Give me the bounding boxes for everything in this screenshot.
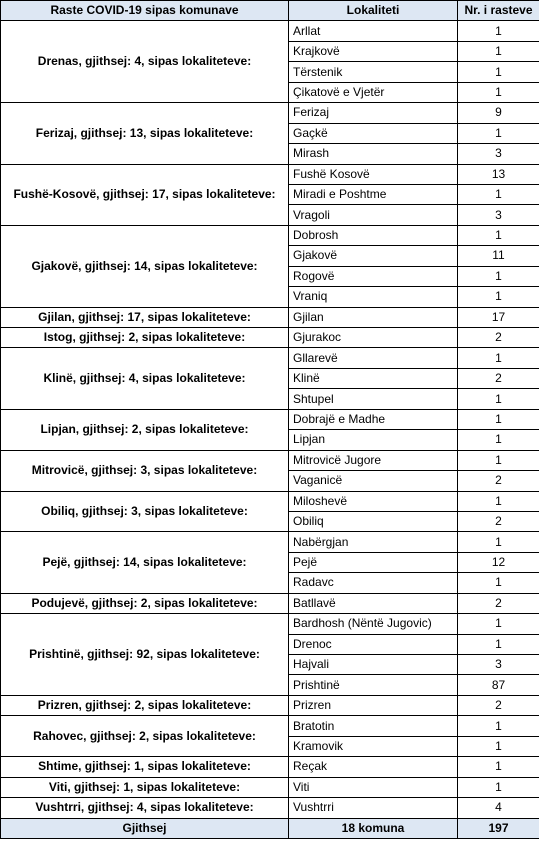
- cases-cell: 1: [458, 21, 539, 41]
- table-row: [1, 614, 539, 634]
- header-cases: Nr. i rasteve: [458, 1, 539, 21]
- cases-cell: 3: [458, 655, 539, 675]
- locality-cell: Dobrosh: [289, 225, 458, 245]
- total-row: [1, 818, 539, 838]
- municipality-cell: Gjakovë, gjithsej: 14, sipas lokaliteteve:: [1, 225, 289, 307]
- municipality-cell: Istog, gjithsej: 2, sipas lokaliteteve:: [1, 328, 289, 348]
- cases-cell: 2: [458, 328, 539, 348]
- municipality-cell: Gjilan, gjithsej: 17, sipas lokaliteteve:: [1, 307, 289, 327]
- cases-cell: 1: [458, 777, 539, 797]
- cases-cell: 4: [458, 798, 539, 818]
- locality-cell: Hajvali: [289, 655, 458, 675]
- cases-cell: 1: [458, 532, 539, 552]
- header-locality: Lokaliteti: [289, 1, 458, 21]
- locality-cell: Prishtinë: [289, 675, 458, 695]
- locality-cell: Arllat: [289, 21, 458, 41]
- locality-cell: Bardhosh (Nëntë Jugovic): [289, 614, 458, 634]
- locality-cell: Gaçkë: [289, 123, 458, 143]
- locality-cell: Obiliq: [289, 511, 458, 531]
- table-row: [1, 21, 539, 41]
- cases-cell: 17: [458, 307, 539, 327]
- table-row: [1, 103, 539, 123]
- cases-cell: 1: [458, 184, 539, 204]
- locality-cell: Vragoli: [289, 205, 458, 225]
- cases-cell: 11: [458, 246, 539, 266]
- municipality-cell: Lipjan, gjithsej: 2, sipas lokaliteteve:: [1, 409, 289, 450]
- locality-cell: Kramovik: [289, 736, 458, 756]
- locality-cell: Vraniq: [289, 287, 458, 307]
- municipality-cell: Klinë, gjithsej: 4, sipas lokaliteteve:: [1, 348, 289, 409]
- total-label: Gjithsej: [1, 818, 289, 838]
- locality-cell: Gjakovë: [289, 246, 458, 266]
- municipality-cell: Drenas, gjithsej: 4, sipas lokaliteteve:: [1, 21, 289, 103]
- table-row: [1, 491, 539, 511]
- table-row: [1, 532, 539, 552]
- table-row: [1, 716, 539, 736]
- cases-cell: 1: [458, 225, 539, 245]
- locality-cell: Gllarevë: [289, 348, 458, 368]
- table-row: [1, 348, 539, 368]
- locality-cell: Bratotin: [289, 716, 458, 736]
- locality-cell: Vushtrri: [289, 798, 458, 818]
- cases-cell: 1: [458, 573, 539, 593]
- cases-cell: 2: [458, 695, 539, 715]
- municipality-cell: Pejë, gjithsej: 14, sipas lokaliteteve:: [1, 532, 289, 593]
- total-cases: 197: [458, 818, 539, 838]
- locality-cell: Shtupel: [289, 389, 458, 409]
- cases-cell: 87: [458, 675, 539, 695]
- cases-cell: 1: [458, 757, 539, 777]
- cases-cell: 1: [458, 634, 539, 654]
- locality-cell: Gjilan: [289, 307, 458, 327]
- cases-cell: 3: [458, 144, 539, 164]
- locality-cell: Çikatovë e Vjetër: [289, 82, 458, 102]
- header-municipality: Raste COVID-19 sipas komunave: [1, 1, 289, 21]
- municipality-cell: Podujevë, gjithsej: 2, sipas lokaliteteve:: [1, 593, 289, 613]
- municipality-cell: Prizren, gjithsej: 2, sipas lokaliteteve:: [1, 695, 289, 715]
- cases-cell: 1: [458, 614, 539, 634]
- cases-cell: 1: [458, 736, 539, 756]
- locality-cell: Rogovë: [289, 266, 458, 286]
- locality-cell: Nabërgjan: [289, 532, 458, 552]
- locality-cell: Prizren: [289, 695, 458, 715]
- cases-cell: 2: [458, 511, 539, 531]
- locality-cell: Lipjan: [289, 430, 458, 450]
- locality-cell: Tërstenik: [289, 62, 458, 82]
- locality-cell: Mirash: [289, 144, 458, 164]
- municipality-cell: Ferizaj, gjithsej: 13, sipas lokaliteteve:: [1, 103, 289, 164]
- table-row: [1, 450, 539, 470]
- municipality-cell: Mitrovicë, gjithsej: 3, sipas lokaliteteve:: [1, 450, 289, 491]
- cases-cell: 1: [458, 266, 539, 286]
- cases-cell: 2: [458, 368, 539, 388]
- table-row: [1, 409, 539, 429]
- cases-cell: 1: [458, 450, 539, 470]
- locality-cell: Miradi e Poshtme: [289, 184, 458, 204]
- locality-cell: Pejë: [289, 552, 458, 572]
- table-row: [1, 225, 539, 245]
- cases-cell: 9: [458, 103, 539, 123]
- locality-cell: Gjurakoc: [289, 328, 458, 348]
- table-body: [1, 21, 539, 818]
- locality-cell: Dobrajë e Madhe: [289, 409, 458, 429]
- cases-cell: 1: [458, 491, 539, 511]
- header-row: [1, 1, 539, 21]
- table-row: [1, 798, 539, 818]
- table-row: [1, 593, 539, 613]
- municipality-cell: Prishtinë, gjithsej: 92, sipas lokaliteteve:: [1, 614, 289, 696]
- table-row: [1, 328, 539, 348]
- municipality-cell: Shtime, gjithsej: 1, sipas lokaliteteve:: [1, 757, 289, 777]
- locality-cell: Mitrovicë Jugore: [289, 450, 458, 470]
- total-municipalities: 18 komuna: [289, 818, 458, 838]
- municipality-cell: Viti, gjithsej: 1, sipas lokaliteteve:: [1, 777, 289, 797]
- cases-cell: 1: [458, 82, 539, 102]
- locality-cell: Batllavë: [289, 593, 458, 613]
- cases-cell: 2: [458, 471, 539, 491]
- locality-cell: Reçak: [289, 757, 458, 777]
- locality-cell: Drenoc: [289, 634, 458, 654]
- municipality-cell: Obiliq, gjithsej: 3, sipas lokaliteteve:: [1, 491, 289, 532]
- locality-cell: Viti: [289, 777, 458, 797]
- locality-cell: Radavc: [289, 573, 458, 593]
- cases-cell: 1: [458, 430, 539, 450]
- cases-cell: 2: [458, 593, 539, 613]
- cases-cell: 1: [458, 389, 539, 409]
- cases-cell: 1: [458, 716, 539, 736]
- locality-cell: Klinë: [289, 368, 458, 388]
- cases-cell: 12: [458, 552, 539, 572]
- table-row: [1, 164, 539, 184]
- cases-cell: 1: [458, 409, 539, 429]
- cases-cell: 1: [458, 123, 539, 143]
- cases-cell: 13: [458, 164, 539, 184]
- locality-cell: Ferizaj: [289, 103, 458, 123]
- locality-cell: Krajkovë: [289, 41, 458, 61]
- locality-cell: Vaganicë: [289, 471, 458, 491]
- cases-cell: 3: [458, 205, 539, 225]
- municipality-cell: Fushë-Kosovë, gjithsej: 17, sipas lokaliteteve:: [1, 164, 289, 225]
- table-row: [1, 777, 539, 797]
- locality-cell: Fushë Kosovë: [289, 164, 458, 184]
- locality-cell: Miloshevë: [289, 491, 458, 511]
- table-row: [1, 757, 539, 777]
- cases-cell: 1: [458, 41, 539, 61]
- cases-cell: 1: [458, 287, 539, 307]
- cases-cell: 1: [458, 348, 539, 368]
- municipality-cell: Rahovec, gjithsej: 2, sipas lokaliteteve:: [1, 716, 289, 757]
- table-row: [1, 307, 539, 327]
- table-row: [1, 695, 539, 715]
- municipality-cell: Vushtrri, gjithsej: 4, sipas lokaliteteve:: [1, 798, 289, 818]
- cases-cell: 1: [458, 62, 539, 82]
